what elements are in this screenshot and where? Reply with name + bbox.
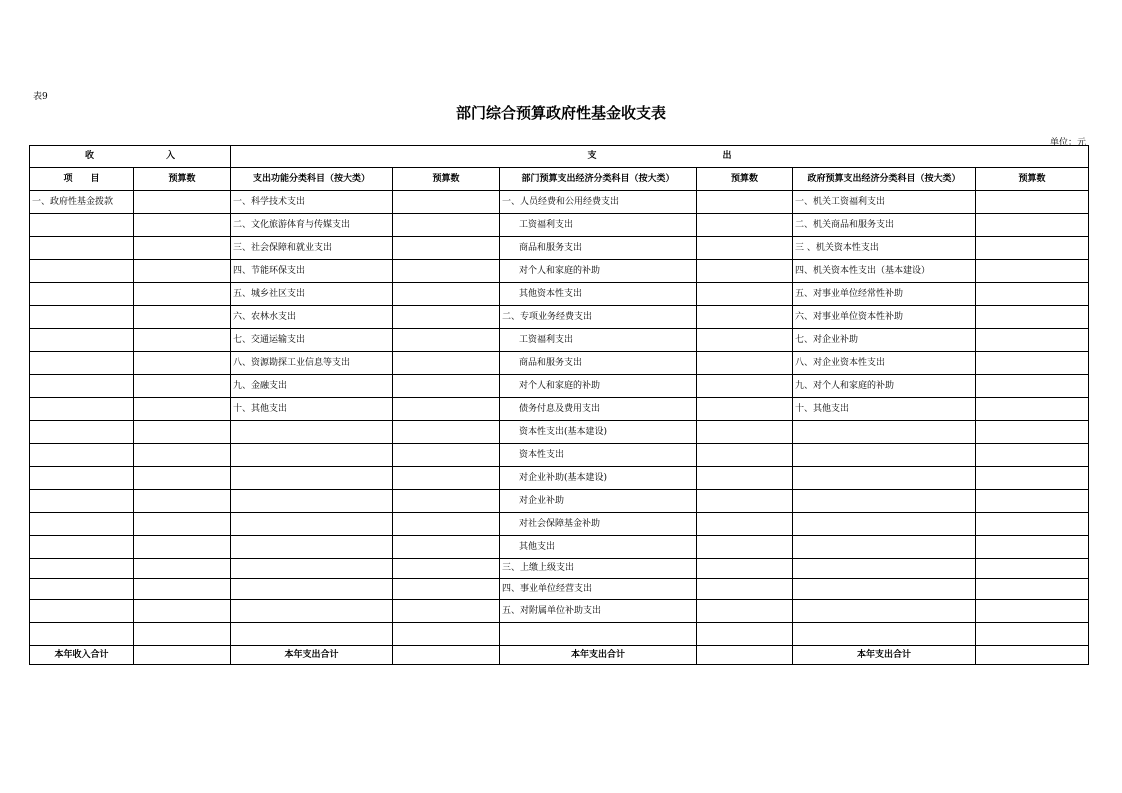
col-header-income-budget: 预算数 — [134, 168, 231, 191]
gov-econ-cell — [793, 579, 976, 600]
income-budget-cell — [134, 421, 231, 444]
gov-econ-cell: 五、对事业单位经常性补助 — [793, 283, 976, 306]
dept-econ-cell: 商品和服务支出 — [500, 237, 697, 260]
table-row — [30, 421, 1089, 444]
table-row — [30, 600, 1089, 623]
dept-budget-cell — [697, 490, 793, 513]
func-budget-cell — [393, 260, 500, 283]
func-budget-cell — [393, 536, 500, 559]
income-item-cell — [30, 444, 134, 467]
dept-budget-cell — [697, 283, 793, 306]
gov-total-label: 本年支出合计 — [793, 646, 976, 665]
func-class-cell — [231, 600, 393, 623]
income-item-cell — [30, 600, 134, 623]
dept-budget-cell — [697, 467, 793, 490]
income-budget-cell — [134, 329, 231, 352]
gov-budget-cell — [976, 375, 1089, 398]
func-budget-cell — [393, 214, 500, 237]
income-item-cell — [30, 260, 134, 283]
gov-econ-cell — [793, 444, 976, 467]
income-item-cell — [30, 214, 134, 237]
dept-econ-cell — [500, 623, 697, 646]
func-class-cell: 二、文化旅游体育与传媒支出 — [231, 214, 393, 237]
dept-budget-cell — [697, 421, 793, 444]
table-row — [30, 490, 1089, 513]
func-budget-cell — [393, 623, 500, 646]
gov-budget-cell — [976, 536, 1089, 559]
col-header-item: 项 目 — [30, 168, 134, 191]
gov-budget-cell — [976, 623, 1089, 646]
dept-budget-cell — [697, 352, 793, 375]
func-budget-cell — [393, 513, 500, 536]
income-budget-cell — [134, 600, 231, 623]
func-class-cell — [231, 623, 393, 646]
gov-econ-cell — [793, 421, 976, 444]
dept-budget-cell — [697, 513, 793, 536]
income-item-cell — [30, 490, 134, 513]
income-item-cell — [30, 329, 134, 352]
table-row — [30, 306, 1089, 329]
income-budget-cell — [134, 283, 231, 306]
gov-budget-cell — [976, 467, 1089, 490]
func-class-cell: 八、资源勘探工业信息等支出 — [231, 352, 393, 375]
income-budget-cell — [134, 579, 231, 600]
gov-total-value — [976, 646, 1089, 665]
col-header-func-class: 支出功能分类科目（按大类） — [231, 168, 393, 191]
gov-budget-cell — [976, 306, 1089, 329]
gov-econ-cell: 七、对企业补助 — [793, 329, 976, 352]
func-budget-cell — [393, 490, 500, 513]
income-budget-cell — [134, 536, 231, 559]
gov-econ-cell: 二、机关商品和服务支出 — [793, 214, 976, 237]
func-budget-cell — [393, 600, 500, 623]
dept-budget-cell — [697, 536, 793, 559]
col-header-gov-budget: 预算数 — [976, 168, 1089, 191]
func-budget-cell — [393, 444, 500, 467]
page-title: 部门综合预算政府性基金收支表 — [455, 104, 666, 122]
func-budget-cell — [393, 467, 500, 490]
income-total-label: 本年收入合计 — [30, 646, 134, 665]
func-budget-cell — [393, 237, 500, 260]
gov-budget-cell — [976, 191, 1089, 214]
income-budget-cell — [134, 214, 231, 237]
table-row — [30, 579, 1089, 600]
func-budget-cell — [393, 579, 500, 600]
func-total-value — [393, 646, 500, 665]
gov-budget-cell — [976, 559, 1089, 579]
gov-econ-cell — [793, 559, 976, 579]
gov-econ-cell — [793, 513, 976, 536]
table-row — [30, 536, 1089, 559]
func-budget-cell — [393, 375, 500, 398]
gov-econ-cell — [793, 623, 976, 646]
gov-budget-cell — [976, 600, 1089, 623]
income-budget-cell — [134, 398, 231, 421]
table-row — [30, 444, 1089, 467]
income-item-cell — [30, 536, 134, 559]
dept-econ-cell: 资本性支出(基本建设) — [500, 421, 697, 444]
table-row — [30, 191, 1089, 214]
income-total-value — [134, 646, 231, 665]
col-header-dept-econ: 部门预算支出经济分类科目（按大类） — [500, 168, 697, 191]
group-header-row — [30, 146, 1089, 168]
income-item-cell — [30, 283, 134, 306]
dept-budget-cell — [697, 579, 793, 600]
income-budget-cell — [134, 260, 231, 283]
func-class-cell — [231, 421, 393, 444]
func-budget-cell — [393, 329, 500, 352]
func-class-cell: 七、交通运输支出 — [231, 329, 393, 352]
income-item-cell — [30, 306, 134, 329]
income-budget-cell — [134, 513, 231, 536]
func-total-label: 本年支出合计 — [231, 646, 393, 665]
income-budget-cell — [134, 191, 231, 214]
table-row — [30, 467, 1089, 490]
table-row — [30, 260, 1089, 283]
func-class-cell — [231, 467, 393, 490]
dept-econ-cell: 二、专项业务经费支出 — [500, 306, 697, 329]
dept-budget-cell — [697, 398, 793, 421]
gov-econ-cell: 六、对事业单位资本性补助 — [793, 306, 976, 329]
gov-budget-cell — [976, 513, 1089, 536]
table-row — [30, 398, 1089, 421]
gov-econ-cell — [793, 536, 976, 559]
income-item-cell — [30, 421, 134, 444]
gov-budget-cell — [976, 260, 1089, 283]
func-class-cell — [231, 579, 393, 600]
dept-econ-cell: 资本性支出 — [500, 444, 697, 467]
dept-econ-cell: 其他资本性支出 — [500, 283, 697, 306]
func-class-cell: 一、科学技术支出 — [231, 191, 393, 214]
income-item-cell — [30, 352, 134, 375]
totals-row — [30, 646, 1089, 665]
dept-budget-cell — [697, 260, 793, 283]
gov-econ-cell: 九、对个人和家庭的补助 — [793, 375, 976, 398]
dept-econ-cell: 三、上缴上级支出 — [500, 559, 697, 579]
dept-budget-cell — [697, 623, 793, 646]
gov-econ-cell: 八、对企业资本性支出 — [793, 352, 976, 375]
col-header-dept-budget: 预算数 — [697, 168, 793, 191]
income-budget-cell — [134, 306, 231, 329]
func-class-cell: 四、节能环保支出 — [231, 260, 393, 283]
income-budget-cell — [134, 375, 231, 398]
income-item-cell — [30, 513, 134, 536]
income-item-cell: 一、政府性基金拨款 — [30, 191, 134, 214]
table-row — [30, 283, 1089, 306]
func-class-cell: 五、城乡社区支出 — [231, 283, 393, 306]
func-budget-cell — [393, 283, 500, 306]
func-budget-cell — [393, 421, 500, 444]
dept-budget-cell — [697, 306, 793, 329]
func-budget-cell — [393, 352, 500, 375]
dept-budget-cell — [697, 329, 793, 352]
func-class-cell: 三、社会保障和就业支出 — [231, 237, 393, 260]
budget-table — [29, 145, 1089, 665]
table-number: 表9 — [33, 92, 48, 102]
dept-econ-cell: 债务付息及费用支出 — [500, 398, 697, 421]
func-class-cell — [231, 490, 393, 513]
dept-econ-cell: 五、对附属单位补助支出 — [500, 600, 697, 623]
income-budget-cell — [134, 623, 231, 646]
table-row — [30, 352, 1089, 375]
income-budget-cell — [134, 444, 231, 467]
dept-econ-cell: 对企业补助(基本建设) — [500, 467, 697, 490]
dept-econ-cell: 工资福利支出 — [500, 214, 697, 237]
col-header-func-budget: 预算数 — [393, 168, 500, 191]
income-item-cell — [30, 467, 134, 490]
func-class-cell: 十、其他支出 — [231, 398, 393, 421]
dept-budget-cell — [697, 237, 793, 260]
dept-econ-cell: 其他支出 — [500, 536, 697, 559]
income-item-cell — [30, 398, 134, 421]
income-budget-cell — [134, 559, 231, 579]
dept-econ-cell: 四、事业单位经营支出 — [500, 579, 697, 600]
income-item-cell — [30, 559, 134, 579]
func-budget-cell — [393, 306, 500, 329]
dept-budget-cell — [697, 375, 793, 398]
table-row — [30, 623, 1089, 646]
dept-econ-cell: 对个人和家庭的补助 — [500, 375, 697, 398]
income-budget-cell — [134, 490, 231, 513]
gov-econ-cell — [793, 490, 976, 513]
expense-group-header: 支 出 — [231, 146, 1089, 168]
func-budget-cell — [393, 559, 500, 579]
gov-econ-cell: 一、机关工资福利支出 — [793, 191, 976, 214]
column-header-row — [30, 168, 1089, 191]
gov-budget-cell — [976, 283, 1089, 306]
func-class-cell — [231, 513, 393, 536]
income-group-header: 收 入 — [30, 146, 231, 168]
income-budget-cell — [134, 467, 231, 490]
dept-econ-cell: 对社会保障基金补助 — [500, 513, 697, 536]
gov-econ-cell — [793, 467, 976, 490]
gov-budget-cell — [976, 329, 1089, 352]
gov-budget-cell — [976, 237, 1089, 260]
table-row — [30, 559, 1089, 579]
dept-budget-cell — [697, 559, 793, 579]
income-item-cell — [30, 623, 134, 646]
dept-econ-cell: 商品和服务支出 — [500, 352, 697, 375]
table-row — [30, 513, 1089, 536]
func-class-cell: 六、农林水支出 — [231, 306, 393, 329]
dept-budget-cell — [697, 214, 793, 237]
income-budget-cell — [134, 237, 231, 260]
gov-budget-cell — [976, 398, 1089, 421]
func-budget-cell — [393, 398, 500, 421]
func-class-cell: 九、金融支出 — [231, 375, 393, 398]
func-class-cell — [231, 559, 393, 579]
func-class-cell — [231, 444, 393, 467]
table-row — [30, 214, 1089, 237]
income-item-cell — [30, 579, 134, 600]
gov-econ-cell — [793, 600, 976, 623]
col-header-gov-econ: 政府预算支出经济分类科目（按大类） — [793, 168, 976, 191]
dept-total-value — [697, 646, 793, 665]
table-row — [30, 237, 1089, 260]
func-class-cell — [231, 536, 393, 559]
gov-econ-cell: 四、机关资本性支出（基本建设） — [793, 260, 976, 283]
gov-econ-cell: 十、其他支出 — [793, 398, 976, 421]
func-budget-cell — [393, 191, 500, 214]
gov-budget-cell — [976, 444, 1089, 467]
dept-econ-cell: 对个人和家庭的补助 — [500, 260, 697, 283]
dept-econ-cell: 工资福利支出 — [500, 329, 697, 352]
gov-budget-cell — [976, 352, 1089, 375]
gov-budget-cell — [976, 579, 1089, 600]
income-item-cell — [30, 375, 134, 398]
dept-econ-cell: 对企业补助 — [500, 490, 697, 513]
income-item-cell — [30, 237, 134, 260]
dept-budget-cell — [697, 444, 793, 467]
gov-budget-cell — [976, 421, 1089, 444]
gov-budget-cell — [976, 214, 1089, 237]
unit-label: 单位：元 — [1049, 138, 1086, 148]
dept-budget-cell — [697, 600, 793, 623]
table-row — [30, 329, 1089, 352]
dept-econ-cell: 一、人员经费和公用经费支出 — [500, 191, 697, 214]
gov-econ-cell: 三 、机关资本性支出 — [793, 237, 976, 260]
gov-budget-cell — [976, 490, 1089, 513]
dept-budget-cell — [697, 191, 793, 214]
income-budget-cell — [134, 352, 231, 375]
table-row — [30, 375, 1089, 398]
dept-total-label: 本年支出合计 — [500, 646, 697, 665]
